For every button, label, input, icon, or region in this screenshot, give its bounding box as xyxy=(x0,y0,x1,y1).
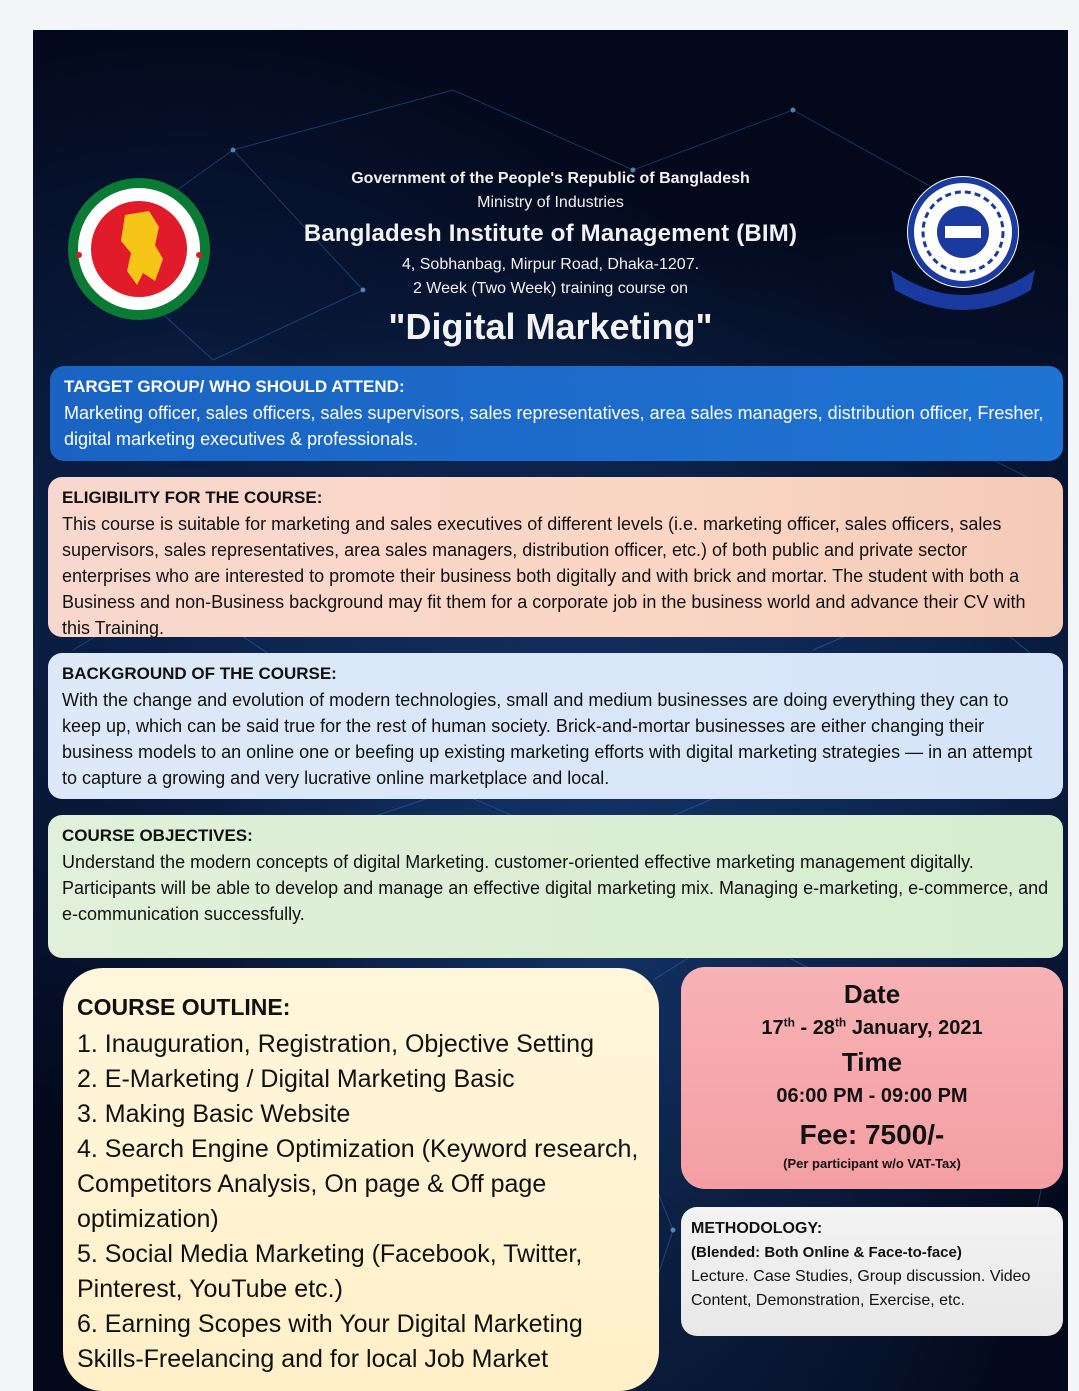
methodology-heading: METHODOLOGY: xyxy=(691,1220,823,1237)
outline-item: 3. Making Basic Website xyxy=(77,1100,351,1128)
course-title: "Digital Marketing" xyxy=(388,306,713,347)
target-group-box xyxy=(50,366,1063,461)
methodology-text: Lecture. Case Studies, Group discussion. Video Content, Demonstration, Exercise, etc. xyxy=(691,1268,1031,1309)
time-label: Time xyxy=(841,1047,903,1077)
outline-item: 1. Inauguration, Registration, Objective Setting xyxy=(77,1030,594,1058)
background-box xyxy=(48,653,1063,799)
date-separator: - xyxy=(794,1017,813,1039)
time-value: 06:00 PM - 09:00 PM xyxy=(776,1085,968,1107)
outline-item: 5. Social Media Marketing (Facebook, Twitter, Pinterest, YouTube etc.) xyxy=(77,1240,583,1303)
objectives-text: Understand the modern concepts of digital Marketing. customer-oriented effective marketing management digitally. Participants will be able to develop and manage an effective digital marketing mix. Managing e-marketing, e-commerce, and e-communication successfully. xyxy=(62,852,1049,924)
eligibility-box xyxy=(48,477,1063,637)
course-outline-box xyxy=(63,968,659,1391)
background-heading: BACKGROUND OF THE COURSE: xyxy=(62,664,337,683)
date-end-day: 28 xyxy=(812,1017,835,1039)
fee-note: (Per participant w/o VAT-Tax) xyxy=(783,1156,961,1171)
eligibility-heading: ELIGIBILITY FOR THE COURSE: xyxy=(62,488,323,507)
ministry-name: Ministry of Industries xyxy=(477,194,624,211)
outline-item: 2. E-Marketing / Digital Marketing Basic xyxy=(77,1065,515,1093)
eligibility-text: This course is suitable for marketing and sales executives of different levels (i.e. marketing officer, sales officers, sales supervisors, sales representatives, area sales managers, distribution officer, etc.) of both public and private sector enterprises who are interested to promote their business both digitally and with brick and mortar. The student with both a Business and non-Business background may fit them for a corporate job in the business world and advance their CV with this Training. xyxy=(62,514,1026,638)
date-start-suffix: th xyxy=(783,1015,795,1030)
schedule-box xyxy=(681,967,1063,1189)
methodology-subheading: (Blended: Both Online & Face-to-face) xyxy=(691,1244,962,1261)
course-intro: 2 Week (Two Week) training course on xyxy=(412,280,689,297)
date-value xyxy=(689,1011,1055,1045)
objectives-box xyxy=(48,815,1063,958)
fee-value: Fee: 7500/- xyxy=(799,1119,945,1150)
target-group-text: Marketing officer, sales officers, sales supervisors, sales representatives, area sales managers, distribution officer, Fresher, digital marketing executives & professionals. xyxy=(64,403,1044,449)
date-start-day: 17 xyxy=(761,1017,784,1039)
institute-address: 4, Sobhanbag, Mirpur Road, Dhaka-1207. xyxy=(401,256,700,273)
target-group-heading: TARGET GROUP/ WHO SHOULD ATTEND: xyxy=(64,377,405,396)
date-month-year: January, 2021 xyxy=(846,1017,983,1039)
institute-name: Bangladesh Institute of Management (BIM) xyxy=(303,220,798,247)
date-label: Date xyxy=(843,979,901,1009)
outline-item: 4. Search Engine Optimization (Keyword research, Competitors Analysis, On page & Off page optimization) xyxy=(77,1135,639,1233)
course-outline-heading: COURSE OUTLINE: xyxy=(77,994,291,1020)
background-text: With the change and evolution of modern technologies, small and medium businesses are doing everything they can to keep up, which can be said true for the rest of human society. Brick-and-mortar businesses are either changing their business models to an online one or beefing up existing marketing efforts with digital marketing strategies — in an attempt to capture a growing and very lucrative online marketplace and local. xyxy=(62,690,1033,788)
header xyxy=(33,170,1068,348)
methodology-box xyxy=(681,1207,1063,1336)
poster xyxy=(33,30,1068,1391)
outline-item: 6. Earning Scopes with Your Digital Marketing Skills-Freelancing and for local Job Market xyxy=(77,1310,583,1373)
government-name: Government of the People's Republic of Bangladesh xyxy=(351,170,750,187)
date-end-suffix: th xyxy=(834,1015,847,1030)
objectives-heading: COURSE OBJECTIVES: xyxy=(62,826,253,845)
